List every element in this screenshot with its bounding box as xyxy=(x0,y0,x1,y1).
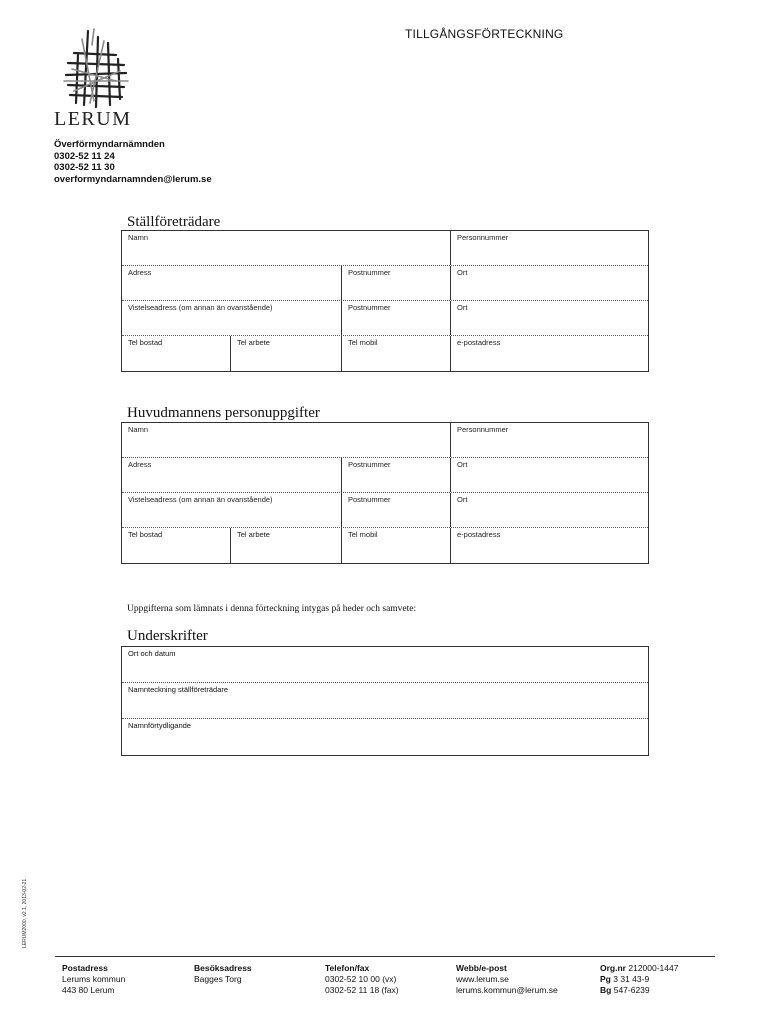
adress-field[interactable]: Adress xyxy=(128,268,152,277)
postnummer-field[interactable]: Postnummer xyxy=(341,458,450,492)
tel-bostad-field[interactable]: Tel bostad xyxy=(128,530,163,539)
footer-email-link[interactable]: lerums.kommun@lerum.se xyxy=(456,985,558,995)
namnfortydligande-field[interactable]: Namnförtydligande xyxy=(128,721,191,730)
stallforetradare-form xyxy=(121,230,649,372)
namn-field[interactable]: Namn xyxy=(128,233,149,242)
section-title-huvudman: Huvudmannens personuppgifter xyxy=(127,405,320,421)
ort-field[interactable]: Ort xyxy=(450,266,650,300)
form-row-vistelse xyxy=(122,493,648,528)
footer-besoksadress: Besöksadress Bagges Torg xyxy=(194,963,252,984)
contact-name: Överförmyndarnämnden xyxy=(54,139,165,150)
vistelseadress-field[interactable]: Vistelseadress (om annan än ovanstående) xyxy=(128,495,273,504)
form-row-address xyxy=(122,458,648,493)
footer-website-link[interactable]: www.lerum.se xyxy=(456,974,509,984)
contact-phone-2: 0302-52 11 30 xyxy=(54,162,115,173)
footer-org: Org.nr 212000-1447 Pg 3 31 43-9 Bg 547-6239 xyxy=(600,963,679,995)
huvudman-form xyxy=(121,422,649,564)
vistelseadress-field[interactable]: Vistelseadress (om annan än ovanstående) xyxy=(128,303,273,312)
namnteckning-field[interactable]: Namnteckning ställföreträdare xyxy=(122,683,648,719)
form-row-phone xyxy=(122,528,648,563)
contact-phone-1: 0302-52 11 24 xyxy=(54,150,115,162)
attestation-text: Uppgifterna som lämnats i denna förteckning intygas på heder och samvete: xyxy=(127,604,417,614)
footer-postadress: Postadress Lerums kommun 443 80 Lerum xyxy=(62,963,126,995)
epostadress-field[interactable]: e-postadress xyxy=(450,336,650,371)
form-row-name xyxy=(122,423,648,458)
footer-telefon: Telefon/fax 0302-52 10 00 (vx) 0302-52 11 18 (fax) xyxy=(325,963,399,995)
ort-field[interactable]: Ort xyxy=(450,458,650,492)
contact-email[interactable]: overformyndarnamnden@lerum.se xyxy=(54,173,212,185)
section-title-underskrifter: Underskrifter xyxy=(127,628,208,644)
postnummer-field[interactable]: Postnummer xyxy=(341,266,450,300)
footer-webb: Webb/e-post www.lerum.se lerums.kommun@lerum.se xyxy=(456,963,558,995)
form-reference: LERUM2000, v2.1, 2013-02-21 xyxy=(22,878,28,948)
adress-field[interactable]: Adress xyxy=(128,460,152,469)
lerum-wordmark: LERUM xyxy=(54,108,132,130)
tel-mobil-field[interactable]: Tel mobil xyxy=(341,528,450,563)
ort-2-field[interactable]: Ort xyxy=(450,301,650,335)
form-row-address xyxy=(122,266,648,301)
tel-bostad-field[interactable]: Tel bostad xyxy=(128,338,163,347)
signatures-form xyxy=(121,646,649,756)
contact-block xyxy=(54,139,212,185)
postnummer-2-field[interactable]: Postnummer xyxy=(341,301,450,335)
section-title-stallforetradare: Ställföreträdare xyxy=(127,214,221,230)
footer-divider xyxy=(55,956,715,957)
form-row-name xyxy=(122,231,648,266)
form-row-vistelse xyxy=(122,301,648,336)
document-title: TILLGÅNGSFÖRTECKNING xyxy=(405,27,564,41)
ort-datum-field[interactable]: Ort och datum xyxy=(122,647,648,683)
ort-2-field[interactable]: Ort xyxy=(450,493,650,527)
personnummer-field[interactable]: Personnummer xyxy=(450,231,650,265)
epostadress-field[interactable]: e-postadress xyxy=(450,528,650,563)
postnummer-2-field[interactable]: Postnummer xyxy=(341,493,450,527)
lerum-logo xyxy=(54,25,134,115)
personnummer-field[interactable]: Personnummer xyxy=(450,423,650,457)
tel-arbete-field[interactable]: Tel arbete xyxy=(230,528,341,563)
tel-arbete-field[interactable]: Tel arbete xyxy=(230,336,341,371)
namn-field[interactable]: Namn xyxy=(128,425,149,434)
tel-mobil-field[interactable]: Tel mobil xyxy=(341,336,450,371)
form-row-phone xyxy=(122,336,648,371)
